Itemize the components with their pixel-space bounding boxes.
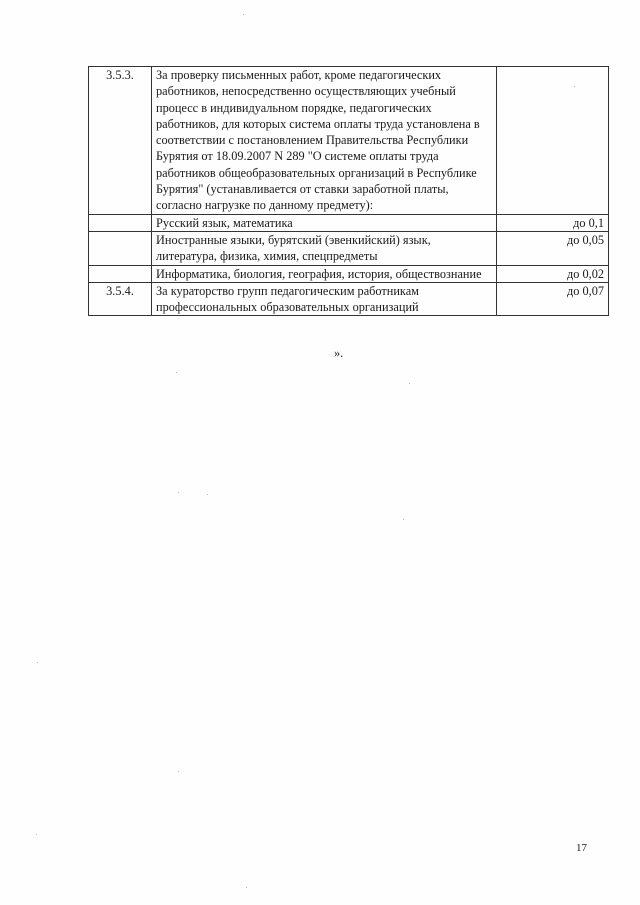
item-value bbox=[497, 67, 609, 215]
table-row bbox=[89, 282, 609, 316]
table-row bbox=[89, 265, 609, 282]
scan-speck bbox=[246, 887, 247, 888]
scan-speck bbox=[178, 492, 179, 493]
item-number: 3.5.4. bbox=[89, 282, 152, 316]
scan-speck bbox=[409, 383, 410, 384]
scan-speck bbox=[207, 494, 208, 495]
item-description: Русский язык, математика bbox=[152, 214, 497, 231]
item-value: до 0,07 bbox=[497, 282, 609, 316]
scan-speck bbox=[176, 372, 177, 373]
scan-speck bbox=[574, 86, 575, 87]
item-value: до 0,05 bbox=[497, 231, 609, 265]
closing-quote: ». bbox=[334, 346, 344, 360]
scan-speck bbox=[36, 834, 37, 835]
scan-speck bbox=[178, 771, 179, 772]
item-number: 3.5.3. bbox=[89, 67, 152, 215]
table-row bbox=[89, 214, 609, 231]
item-description: Информатика, биология, география, история, обществознание bbox=[152, 265, 497, 282]
item-description: За кураторство групп педагогическим работникам профессиональных образовательных организаций bbox=[152, 282, 497, 316]
page-number: 17 bbox=[576, 842, 587, 854]
table-row bbox=[89, 67, 609, 215]
item-description: Иностранные языки, бурятский (эвенкийский) язык, литература, физика, химия, спецпредметы bbox=[152, 231, 497, 265]
item-number bbox=[89, 265, 152, 282]
item-number bbox=[89, 214, 152, 231]
item-description: За проверку письменных работ, кроме педагогических работников, непосредственно осуществляющих учебный процесс в индивидуальном порядке, педагогических работников, для которых система оплаты труда установлена в соответствии с постановлением Правительства Республики Бурятия от 18.09.2007 N 289 "О системе оплаты труда работников общеобразовательных организаций в Республике Бурятия" (устанавливается от ставки заработной платы, согласно нагрузке по данному предмету): bbox=[152, 67, 497, 215]
scan-speck bbox=[403, 519, 404, 520]
payment-table bbox=[88, 66, 609, 316]
item-value: до 0,1 bbox=[497, 214, 609, 231]
scan-speck bbox=[37, 662, 38, 663]
table-row bbox=[89, 231, 609, 265]
item-number bbox=[89, 231, 152, 265]
scan-speck bbox=[243, 14, 244, 15]
item-value: до 0,02 bbox=[497, 265, 609, 282]
